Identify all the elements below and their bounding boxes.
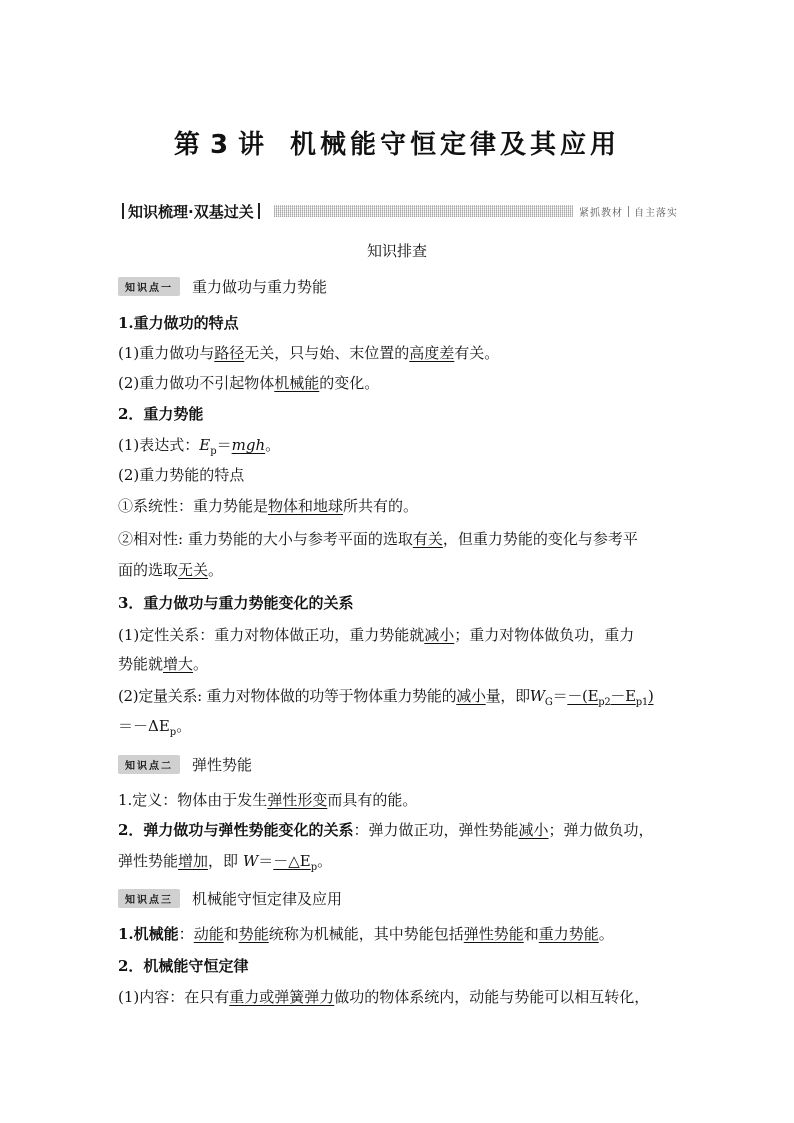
- text-span: 路径: [214, 344, 245, 362]
- text-span: 无关，只与始、末位置的: [244, 344, 410, 362]
- text-span: (1)内容：在只有: [118, 988, 230, 1006]
- formula-line: [118, 434, 680, 463]
- section-subtitle: 知识排查: [366, 242, 427, 260]
- text-span: 弹性势能: [463, 925, 524, 943]
- text-span: ：弹力做正功，弹性势能: [353, 821, 519, 839]
- text-span: 所共有的。: [343, 497, 419, 515]
- text-span: ＝: [258, 852, 274, 870]
- text-span: W: [242, 852, 259, 870]
- text-span: 3: [209, 130, 233, 160]
- text-span: 第: [173, 130, 204, 160]
- text-span: 弹性势能: [118, 852, 179, 870]
- text-span: p1: [635, 697, 648, 708]
- text-span: ；重力对物体做负功，重力: [454, 626, 635, 644]
- banner-bar-left: [122, 203, 124, 219]
- text-span: 减小: [424, 626, 455, 644]
- text-span: ②相对性: 重力势能的大小与参考平面的选取: [118, 530, 413, 548]
- page-title: [0, 124, 794, 161]
- paragraph: [118, 986, 680, 1008]
- text-span: (1)重力做功与: [118, 344, 215, 362]
- text-span: ；弹力做负功，: [548, 821, 654, 839]
- knowledge-point-title: 机械能守恒定律及应用: [192, 890, 343, 908]
- text-span: 有关。: [454, 344, 500, 362]
- text-span: 。: [317, 852, 333, 870]
- formula-line: [118, 685, 680, 714]
- text-span: p: [210, 446, 217, 457]
- text-span: 1.机械能: [118, 925, 179, 943]
- section-banner: [118, 202, 678, 220]
- paragraph: [118, 372, 680, 394]
- banner-right-b: 自主落实: [634, 207, 678, 219]
- paragraph: (2)重力势能的特点: [118, 466, 245, 484]
- text-span: 。: [193, 655, 209, 673]
- text-span: (1)表达式：: [118, 436, 200, 454]
- heading: 1.重力做功的特点: [118, 314, 239, 332]
- text-span: E: [199, 436, 211, 454]
- text-span: W: [529, 687, 545, 705]
- text-span: 。: [598, 925, 614, 943]
- text-span: ①系统性：重力势能是: [118, 497, 269, 515]
- paragraph: [118, 559, 680, 581]
- text-span: 的变化。: [319, 374, 380, 392]
- text-span: 有关: [412, 530, 443, 548]
- text-span: －(E: [567, 687, 599, 705]
- banner-right-a: 紧抓教材: [579, 207, 623, 219]
- knowledge-point-tag: 知识点一: [118, 277, 180, 296]
- text-span: 机械能守恒定律及其应用: [290, 130, 621, 160]
- knowledge-point-tag: 知识点二: [118, 755, 180, 774]
- text-span: 弹性形变: [267, 791, 328, 809]
- text-span: 讲: [238, 130, 269, 160]
- text-span: 增加: [178, 852, 209, 870]
- banner-bar-right: [258, 203, 260, 219]
- text-span: 重力或弹簧弹力: [229, 988, 335, 1006]
- text-span: 增大: [163, 655, 194, 673]
- banner-left-label: 知识梳理·双基过关: [128, 202, 254, 221]
- text-span: 减小: [518, 821, 549, 839]
- text-span: 和: [223, 925, 239, 943]
- knowledge-point-tag: 知识点三: [118, 889, 180, 908]
- text-span: 面的选取: [118, 561, 179, 579]
- paragraph: [118, 528, 680, 550]
- paragraph: [118, 495, 680, 517]
- text-span: －△E: [273, 852, 311, 870]
- text-span: (2)重力做功不引起物体: [118, 374, 275, 392]
- paragraph: [118, 923, 680, 945]
- text-span: 量，即: [485, 687, 530, 705]
- heading: 3．重力做功与重力势能变化的关系: [118, 594, 354, 612]
- text-span: 减小: [456, 687, 486, 705]
- text-span: mgh: [231, 436, 266, 454]
- text-span: 势能就: [118, 655, 164, 673]
- text-span: 。: [176, 717, 192, 735]
- paragraph: [118, 789, 680, 811]
- knowledge-point-1-header: [118, 276, 327, 297]
- text-span: 做功的物体系统内，动能与势能可以相互转化，: [334, 988, 650, 1006]
- text-span: 机械能: [274, 374, 320, 392]
- text-span: ，即: [208, 852, 243, 870]
- text-span: G: [544, 697, 553, 708]
- text-span: 而具有的能。: [327, 791, 418, 809]
- text-span: 。: [265, 436, 281, 454]
- text-span: 和: [523, 925, 539, 943]
- text-span: ＝: [552, 687, 568, 705]
- text-span: ：: [178, 925, 194, 943]
- text-span: 物体和地球: [268, 497, 344, 515]
- text-span: 势能: [238, 925, 269, 943]
- text-span: ＝－ΔE: [118, 717, 170, 735]
- formula-line: [118, 715, 680, 744]
- text-span: (2)定量关系: 重力对物体做的功等于物体重力势能的: [118, 687, 457, 705]
- text-span: 1.定义：物体由于发生: [118, 791, 268, 809]
- text-span: (1)定性关系：重力对物体做正功，重力势能就: [118, 626, 425, 644]
- text-span: 。: [208, 561, 224, 579]
- text-span: ＝: [216, 436, 232, 454]
- heading: 2．重力势能: [118, 405, 204, 423]
- paragraph: [118, 819, 680, 841]
- text-span: ): [647, 687, 654, 705]
- formula-line: [118, 850, 680, 879]
- text-span: 高度差: [409, 344, 455, 362]
- text-span: p2: [598, 697, 611, 708]
- text-span: 统称为机械能，其中势能包括: [268, 925, 464, 943]
- text-span: 无关: [178, 561, 209, 579]
- knowledge-point-2-header: [118, 754, 252, 775]
- text-span: －E: [610, 687, 636, 705]
- text-span: p: [310, 862, 318, 873]
- knowledge-point-title: 弹性势能: [192, 756, 253, 774]
- banner-dotted-fill: [274, 205, 573, 217]
- paragraph: [118, 653, 680, 675]
- knowledge-point-3-header: [118, 888, 342, 909]
- text-span: 动能: [193, 925, 224, 943]
- paragraph: [118, 342, 680, 364]
- text-span: ，但重力势能的变化与参考平: [442, 530, 638, 548]
- text-span: 重力势能: [538, 925, 599, 943]
- text-span: 2．弹力做功与弹性势能变化的关系: [118, 821, 354, 839]
- paragraph: [118, 624, 680, 646]
- heading: 2．机械能守恒定律: [118, 957, 249, 975]
- knowledge-point-title: 重力做功与重力势能: [192, 278, 328, 296]
- text-span: p: [169, 727, 177, 738]
